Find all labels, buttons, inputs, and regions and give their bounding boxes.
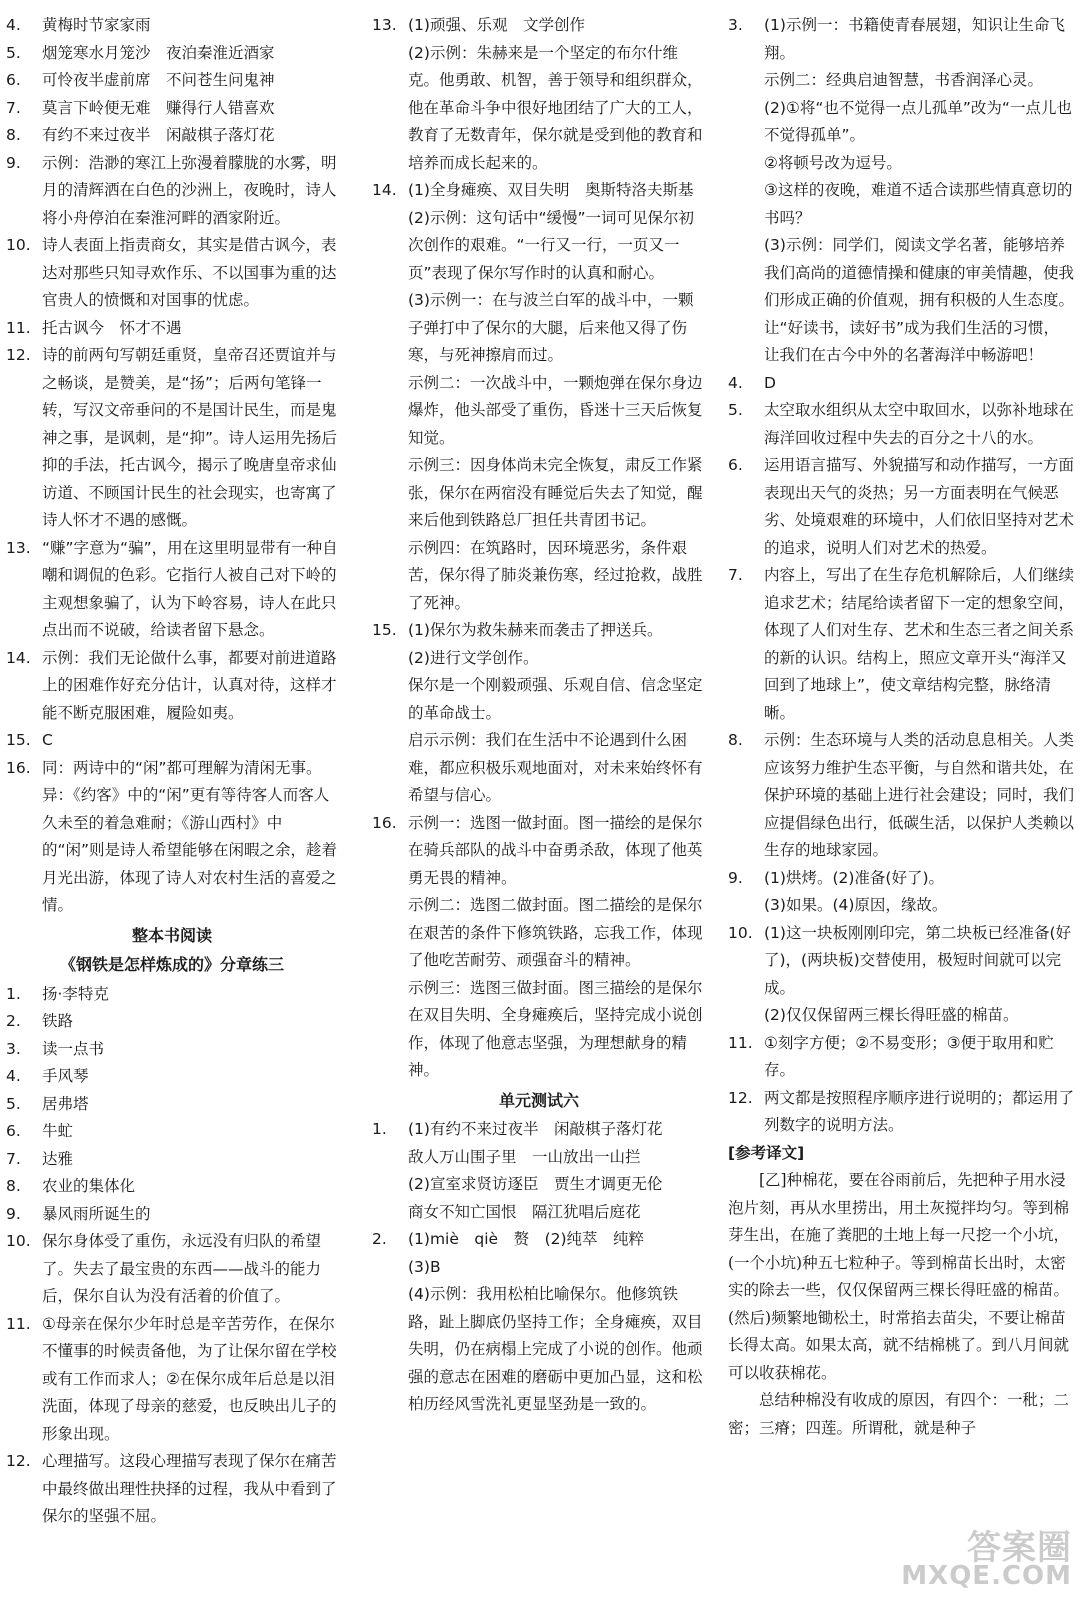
answer-item — [6, 1228, 338, 1311]
answer-text: (1)烘烤。(2)准备(好了)。 — [764, 868, 945, 887]
answer-number: 11. — [728, 1033, 753, 1052]
answer-item — [728, 865, 1074, 920]
answer-text: 牛虻 — [42, 1122, 74, 1140]
answer-text: 示例：生态环境与人类的活动息息相关。人类应该努力维护生态平衡，与自然和谐共处，在保护环境的基础上进行社会建设；同时，我们应提倡绿色出行，低碳生活，以保护人类赖以生存的地球家园。 — [764, 731, 1075, 859]
answer-number: 13. — [372, 16, 397, 34]
answer-text: (2)仅仅保留两三棵长得旺盛的棉苗。 — [764, 1006, 1019, 1024]
answer-list-novel-continued — [372, 12, 706, 1085]
answer-number: 1. — [6, 984, 21, 1003]
answer-body — [42, 1311, 338, 1449]
answer-item — [6, 1063, 338, 1091]
answer-item — [6, 755, 338, 920]
answer-text: 黄梅时节家家雨 — [42, 16, 151, 34]
answer-body — [42, 535, 338, 645]
answer-body — [42, 1146, 338, 1174]
answer-body — [42, 1091, 338, 1119]
answer-number: 4. — [6, 16, 21, 34]
answer-text: 内容上，写出了在生存危机解除后，人们继续追求艺术；结尾给读者留下一定的想象空间，体现了人们对生存、艺术和生态三者之间关系的新的认识。结构上，照应文章开头“海洋又回到了地球上”，使文章结构完整，脉络清晰。 — [764, 566, 1075, 722]
answer-body — [42, 12, 338, 40]
answer-number: 6. — [728, 456, 743, 474]
answer-item — [6, 1201, 338, 1229]
answer-text: (1)全身瘫痪、双目失明 奥斯特洛夫斯基 — [408, 181, 694, 199]
answer-item — [6, 150, 338, 233]
answer-text: 保尔是一个刚毅顽强、乐观自信、信念坚定的革命战士。 — [408, 676, 703, 722]
answer-item — [6, 1091, 338, 1119]
answer-body — [42, 1228, 338, 1311]
answer-body — [764, 12, 1074, 370]
answer-body — [42, 67, 338, 95]
answer-body — [42, 981, 338, 1009]
answer-number: 14. — [372, 181, 397, 199]
answer-body — [42, 1201, 338, 1229]
watermark-url: MXQE.COM — [901, 1560, 1072, 1591]
answer-text: 诗的前两句写朝廷重贤，皇帝召还贾谊并与之畅谈，是赞美，是“扬”；后两句笔锋一转，写汉文帝垂问的不是国计民生，而是鬼神之事，是讽刺，是“抑”。诗人运用先扬后抑的手法，托古讽今，揭示了晚唐皇帝求仙访道、不顾国计民生的社会现实，也寄寓了诗人怀才不遇的感慨。 — [42, 346, 338, 529]
answer-body — [42, 232, 338, 315]
answer-list-novel — [6, 981, 338, 1531]
answer-text: 心理描写。这段心理描写表现了保尔在痛苦中最终做出理性抉择的过程，我从中看到了保尔的坚强不屈。 — [42, 1452, 337, 1525]
answer-text: (1)有约不来过夜半 闲敲棋子落灯花 — [408, 1120, 663, 1138]
answer-text: 商女不知亡国恨 隔江犹唱后庭花 — [408, 1202, 641, 1221]
answer-number: 10. — [728, 923, 753, 942]
answer-body — [42, 315, 338, 343]
answer-list-poetry — [6, 12, 338, 920]
answer-list-unit-test-continued — [728, 12, 1074, 1140]
answer-item — [6, 1036, 338, 1064]
answer-number: 6. — [6, 71, 21, 89]
answer-body — [42, 1448, 338, 1531]
answer-body — [408, 810, 706, 1085]
answer-column-left — [6, 12, 338, 1531]
answer-number: 11. — [6, 318, 31, 337]
answer-item — [6, 95, 338, 123]
answer-text: 莫言下岭便无难 赚得行人错喜欢 — [42, 98, 275, 117]
answer-number: 8. — [6, 1177, 21, 1195]
answer-body — [408, 1226, 706, 1419]
answer-text: “赚”字意为“骗”，用在这里明显带有一种自嘲和调侃的色彩。它指行人被自己对下岭的主观想象骗了，认为下岭容易，诗人在此只点出而不说破，给读者留下悬念。 — [42, 538, 338, 639]
answer-text: (4)示例：我用松柏比喻保尔。他修筑铁路，趾上脚底仍坚持工作；全身瘫痪，双目失明，仍在病榻上完成了小说的创作。他顽强的意志在困难的磨砺中更加凸显，这和松柏历经风雪洗礼更显坚劲是一致的。 — [408, 1285, 703, 1413]
answer-text: D — [764, 373, 776, 392]
answer-number: 2. — [6, 1012, 21, 1030]
answer-item — [6, 535, 338, 645]
answer-item — [6, 981, 338, 1009]
answer-number: 12. — [6, 346, 31, 364]
answer-number: 1. — [372, 1120, 387, 1138]
answer-text: 示例一：选图一做封面。图一描绘的是保尔在骑兵部队的战斗中奋勇杀敌，体现了他英勇无畏的精神。 — [408, 813, 703, 887]
answer-body — [764, 1085, 1074, 1140]
answer-text: 同：两诗中的“闲”都可理解为清闲无事。异：《约客》中的“闲”更有等待客人而客人久未至的着急难耐；《游山西村》中的“闲”则是诗人希望能够在闲暇之余，趁着月光出游，体现了诗人对农村生活的喜爱之情。 — [42, 758, 338, 914]
answer-text: 托古讽今 怀才不遇 — [42, 318, 182, 337]
answer-item — [372, 1226, 706, 1419]
answer-text: 示例二：选图二做封面。图二描绘的是保尔在艰苦的条件下修筑铁路，忘我工作，体现了他吃苦耐劳、顽强奋斗的精神。 — [408, 896, 703, 969]
answer-body — [42, 40, 338, 68]
answer-number: 10. — [6, 236, 31, 254]
answer-text: 手风琴 — [42, 1067, 89, 1085]
answer-text: (1)这一块板刚刚印完，第二块板已经准备(好了)，(两块板)交替使用，极短时间就可以完成。 — [764, 923, 1072, 997]
answer-item — [6, 1448, 338, 1531]
answer-text: 居弗塔 — [42, 1094, 89, 1113]
answer-body — [42, 1173, 338, 1201]
answer-body — [42, 1008, 338, 1036]
answer-item — [6, 1146, 338, 1174]
answer-text: (2)①将“也不觉得一点儿孤单”改为“一点儿也不觉得孤单”。 — [764, 98, 1072, 144]
answer-text: 两文都是按照程序顺序进行说明的；都运用了列数字的说明方法。 — [764, 1088, 1075, 1134]
answer-number: 13. — [6, 538, 31, 557]
answer-number: 4. — [728, 373, 743, 392]
section-heading-whole-book: 整本书阅读 — [131, 925, 212, 945]
answer-text: 保尔身体受了重伤，永远没有归队的希望了。失去了最宝贵的东西——战斗的能力后，保尔自认为没有活着的价值了。 — [42, 1232, 322, 1305]
answer-text: 示例四：在筑路时，因环境恶劣，条件艰苦，保尔得了肺炎兼伤寒，经过抢救，战胜了死神。 — [408, 538, 703, 612]
answer-item — [6, 40, 338, 68]
answer-item — [372, 1116, 706, 1226]
answer-text: ①母亲在保尔少年时总是辛苦劳作，在保尔不懂事的时候责备他，为了让保尔留在学校或有工作而求人；②在保尔成年后总是以泪洗面，体现了母亲的慈爱，也反映出儿子的形象出现。 — [42, 1314, 337, 1443]
answer-number: 3. — [728, 16, 743, 34]
answer-body — [42, 645, 338, 728]
answer-body — [764, 562, 1074, 727]
answer-text: (2)示例：朱赫来是一个坚定的布尔什维克。他勇敢、机智，善于领导和组织群众，他在革命斗争中很好地团结了广大的工人，教育了无数青年，保尔就是受到他的教育和培养而成长起来的。 — [408, 43, 703, 172]
answer-body — [764, 370, 1074, 398]
answer-item — [728, 562, 1074, 727]
answer-number: 9. — [728, 868, 743, 887]
answer-text: (3)示例：同学们，阅读文学名著，能够培养我们高尚的道德情操和健康的审美情趣，使我们形成正确的价值观，拥有积极的人生态度。让“好读书，读好书”成为我们生活的习惯，让我们在古今中外的名著海洋中畅游吧！ — [764, 236, 1075, 364]
answer-item — [6, 232, 338, 315]
answer-number: 8. — [728, 731, 743, 749]
answer-item — [6, 342, 338, 535]
answer-text: (1)顽强、乐观 文学创作 — [408, 16, 585, 34]
answer-number: 9. — [6, 1204, 21, 1223]
answer-item — [728, 370, 1074, 398]
answer-body — [764, 1030, 1074, 1085]
answer-body — [42, 122, 338, 150]
answer-body — [42, 150, 338, 233]
answer-text: (1)保尔为救朱赫来而袭击了押送兵。 — [408, 621, 663, 639]
answer-text: 示例三：选图三做封面。图三描绘的是保尔在双目失明、全身瘫痪后，坚持完成小说创作，体现了他意志坚强，为理想献身的精神。 — [408, 978, 703, 1079]
answer-item — [6, 645, 338, 728]
site-watermark-logo — [901, 1528, 1072, 1591]
answer-item — [372, 12, 706, 177]
answer-body — [764, 452, 1074, 562]
answer-item — [728, 727, 1074, 865]
answer-number: 3. — [6, 1039, 21, 1058]
answer-item — [6, 1311, 338, 1449]
answer-item — [6, 12, 338, 40]
answer-text: (2)进行文学创作。 — [408, 648, 539, 667]
answer-item — [6, 67, 338, 95]
answer-text: 启示示例：我们在生活中不论遇到什么困难，都应积极乐观地面对，对未来始终怀有希望与信心。 — [408, 731, 703, 804]
answer-item — [372, 177, 706, 617]
answer-number: 16. — [372, 813, 397, 832]
answer-text: 运用语言描写、外貌描写和动作描写，一方面表现出天气的炎热；另一方面表明在气候恶劣、处境艰难的环境中，人们依旧坚持对艺术的追求，说明人们对艺术的热爱。 — [764, 456, 1075, 557]
answer-text: (1)miè qiè 赘 (2)纯萃 纯粹 — [408, 1230, 645, 1248]
answer-text: C — [42, 731, 53, 749]
answer-list-unit-test — [372, 1116, 706, 1419]
answer-text: 太空取水组织从太空中取回水，以弥补地球在海洋回收过程中失去的百分之十八的水。 — [764, 401, 1075, 447]
answer-number: 5. — [6, 43, 21, 62]
answer-item — [372, 810, 706, 1085]
answer-number: 5. — [728, 401, 743, 419]
answer-body — [408, 12, 706, 177]
answer-text: (2)示例：这句话中“缓慢”一词可见保尔初次创作的艰难。“一行又一行，一页又一页”表现了保尔写作时的认真和耐心。 — [408, 208, 695, 282]
answer-body — [408, 1116, 706, 1226]
answer-column-right — [728, 12, 1074, 1442]
answer-text: 达雅 — [42, 1149, 74, 1168]
answer-item — [6, 122, 338, 150]
answer-item — [372, 617, 706, 810]
answer-text: 铁路 — [42, 1012, 74, 1030]
answer-text: 诗人表面上指责商女，其实是借古讽今，表达对那些只知寻欢作乐、不以国事为重的达官贵人的愤慨和对国事的忧虑。 — [42, 236, 337, 309]
answer-text: 暴风雨所诞生的 — [42, 1204, 151, 1223]
answer-text: 示例：浩渺的寒江上弥漫着朦胧的水雾，明月的清辉洒在白色的沙洲上，夜晚时，诗人将小舟停泊在秦淮河畔的酒家附近。 — [42, 153, 337, 227]
answer-item — [728, 397, 1074, 452]
answer-text: (3)B — [408, 1257, 441, 1276]
answer-body — [764, 865, 1074, 920]
reference-translation-paragraph: [乙]种棉花，要在谷雨前后，先把种子用水浸泡片刻，再从水里捞出，用土灰搅拌均匀。等到棉芽生出，在施了粪肥的土地上每一尺挖一个小坑，(一个小坑)种五七粒种子。等到棉苗长出时，太密实的除去一些，仅仅保留两三棵长得旺盛的棉苗。(然后)频繁地锄松土，时常掐去苗尖，不要让棉苗长得太高。如果太高，就不结棉桃了。到八月间就可以收获棉花。 — [728, 1171, 1070, 1382]
section-heading-chapter: 《钢铁是怎样炼成的》分章练三 — [59, 955, 284, 974]
answer-text: 示例三：因身体尚未完全恢复，肃反工作紧张，保尔在两宿没有睡觉后失去了知觉，醒来后他到铁路总厂担任共青团书记。 — [408, 456, 703, 529]
answer-text: 可怜夜半虚前席 不问苍生问鬼神 — [42, 71, 275, 89]
answer-body — [42, 1036, 338, 1064]
answer-body — [42, 342, 338, 535]
answer-item — [6, 727, 338, 755]
answer-body — [42, 1118, 338, 1146]
answer-number: 14. — [6, 648, 31, 667]
answer-body — [764, 920, 1074, 1030]
answer-item — [728, 12, 1074, 370]
answer-text: 扬·李特克 — [42, 984, 109, 1003]
answer-number: 15. — [6, 731, 31, 749]
answer-text: ③这样的夜晚，难道不适合读那些情真意切的书吗？ — [764, 181, 1073, 227]
watermark-text: 答案圈 — [967, 1528, 1072, 1568]
answer-body — [42, 95, 338, 123]
answer-number: 10. — [6, 1232, 31, 1250]
answer-number: 7. — [728, 566, 743, 584]
answer-text: (1)示例一：书籍使青春展翅，知识让生命飞翔。 — [764, 16, 1065, 62]
answer-item — [728, 1085, 1074, 1140]
answer-text: (3)如果。(4)原因，缘故。 — [764, 896, 948, 914]
answer-text: 敌人万山围子里 一山放出一山拦 — [408, 1147, 641, 1166]
reference-translation-paragraph: 总结种棉没有收成的原因，有四个：一秕；二密；三瘠；四莲。所谓秕，就是种子 — [728, 1391, 1070, 1437]
section-heading-unit-test: 单元测试六 — [498, 1090, 579, 1110]
answer-text: 烟笼寒水月笼沙 夜泊秦淮近酒家 — [42, 43, 275, 62]
answer-number: 9. — [6, 153, 21, 172]
answer-number: 5. — [6, 1094, 21, 1113]
answer-number: 12. — [728, 1088, 753, 1107]
answer-column-middle — [372, 12, 706, 1419]
answer-number: 6. — [6, 1122, 21, 1140]
answer-text: 农业的集体化 — [42, 1177, 136, 1195]
answer-body — [408, 617, 706, 810]
answer-body — [408, 177, 706, 617]
answer-body — [764, 727, 1074, 865]
answer-number: 11. — [6, 1314, 31, 1333]
answer-item — [6, 1008, 338, 1036]
answer-text: 有约不来过夜半 闲敲棋子落灯花 — [42, 126, 275, 144]
answer-number: 2. — [372, 1230, 387, 1248]
reference-translation-title: [参考译文] — [728, 1143, 805, 1162]
answer-text: (2)宣室求贤访逐臣 贾生才调更无伦 — [408, 1175, 663, 1193]
answer-item — [728, 1030, 1074, 1085]
answer-number: 7. — [6, 98, 21, 117]
answer-text: ①刻字方便；②不易变形；③便于取用和贮存。 — [764, 1033, 1054, 1079]
answer-number: 12. — [6, 1452, 31, 1470]
answer-text: 示例：我们无论做什么事，都要对前进道路上的困难作好充分估计，认真对待，这样才能不断克服困难，履险如夷。 — [42, 648, 337, 722]
answer-number: 8. — [6, 126, 21, 144]
answer-item — [6, 1118, 338, 1146]
answer-item — [728, 452, 1074, 562]
answer-item — [6, 315, 338, 343]
answer-text: 示例二：一次战斗中，一颗炮弹在保尔身边爆炸，他头部受了重伤，昏迷十三天后恢复知觉。 — [408, 373, 703, 447]
answer-text: 读一点书 — [42, 1039, 105, 1058]
answer-body — [764, 397, 1074, 452]
answer-body — [42, 727, 338, 755]
answer-number: 16. — [6, 758, 31, 777]
answer-text: (3)示例一：在与波兰白军的战斗中，一颗子弹打中了保尔的大腿，后来他又得了伤寒，与死神擦肩而过。 — [408, 291, 694, 364]
answer-number: 4. — [6, 1067, 21, 1085]
answer-item — [728, 920, 1074, 1030]
answer-text: ②将顿号改为逗号。 — [764, 153, 902, 172]
answer-body — [42, 1063, 338, 1091]
answer-text: 示例二：经典启迪智慧，书香润泽心灵。 — [764, 71, 1044, 89]
answer-item — [6, 1173, 338, 1201]
answer-number: 15. — [372, 621, 397, 639]
answer-number: 7. — [6, 1149, 21, 1168]
answer-body — [42, 755, 338, 920]
